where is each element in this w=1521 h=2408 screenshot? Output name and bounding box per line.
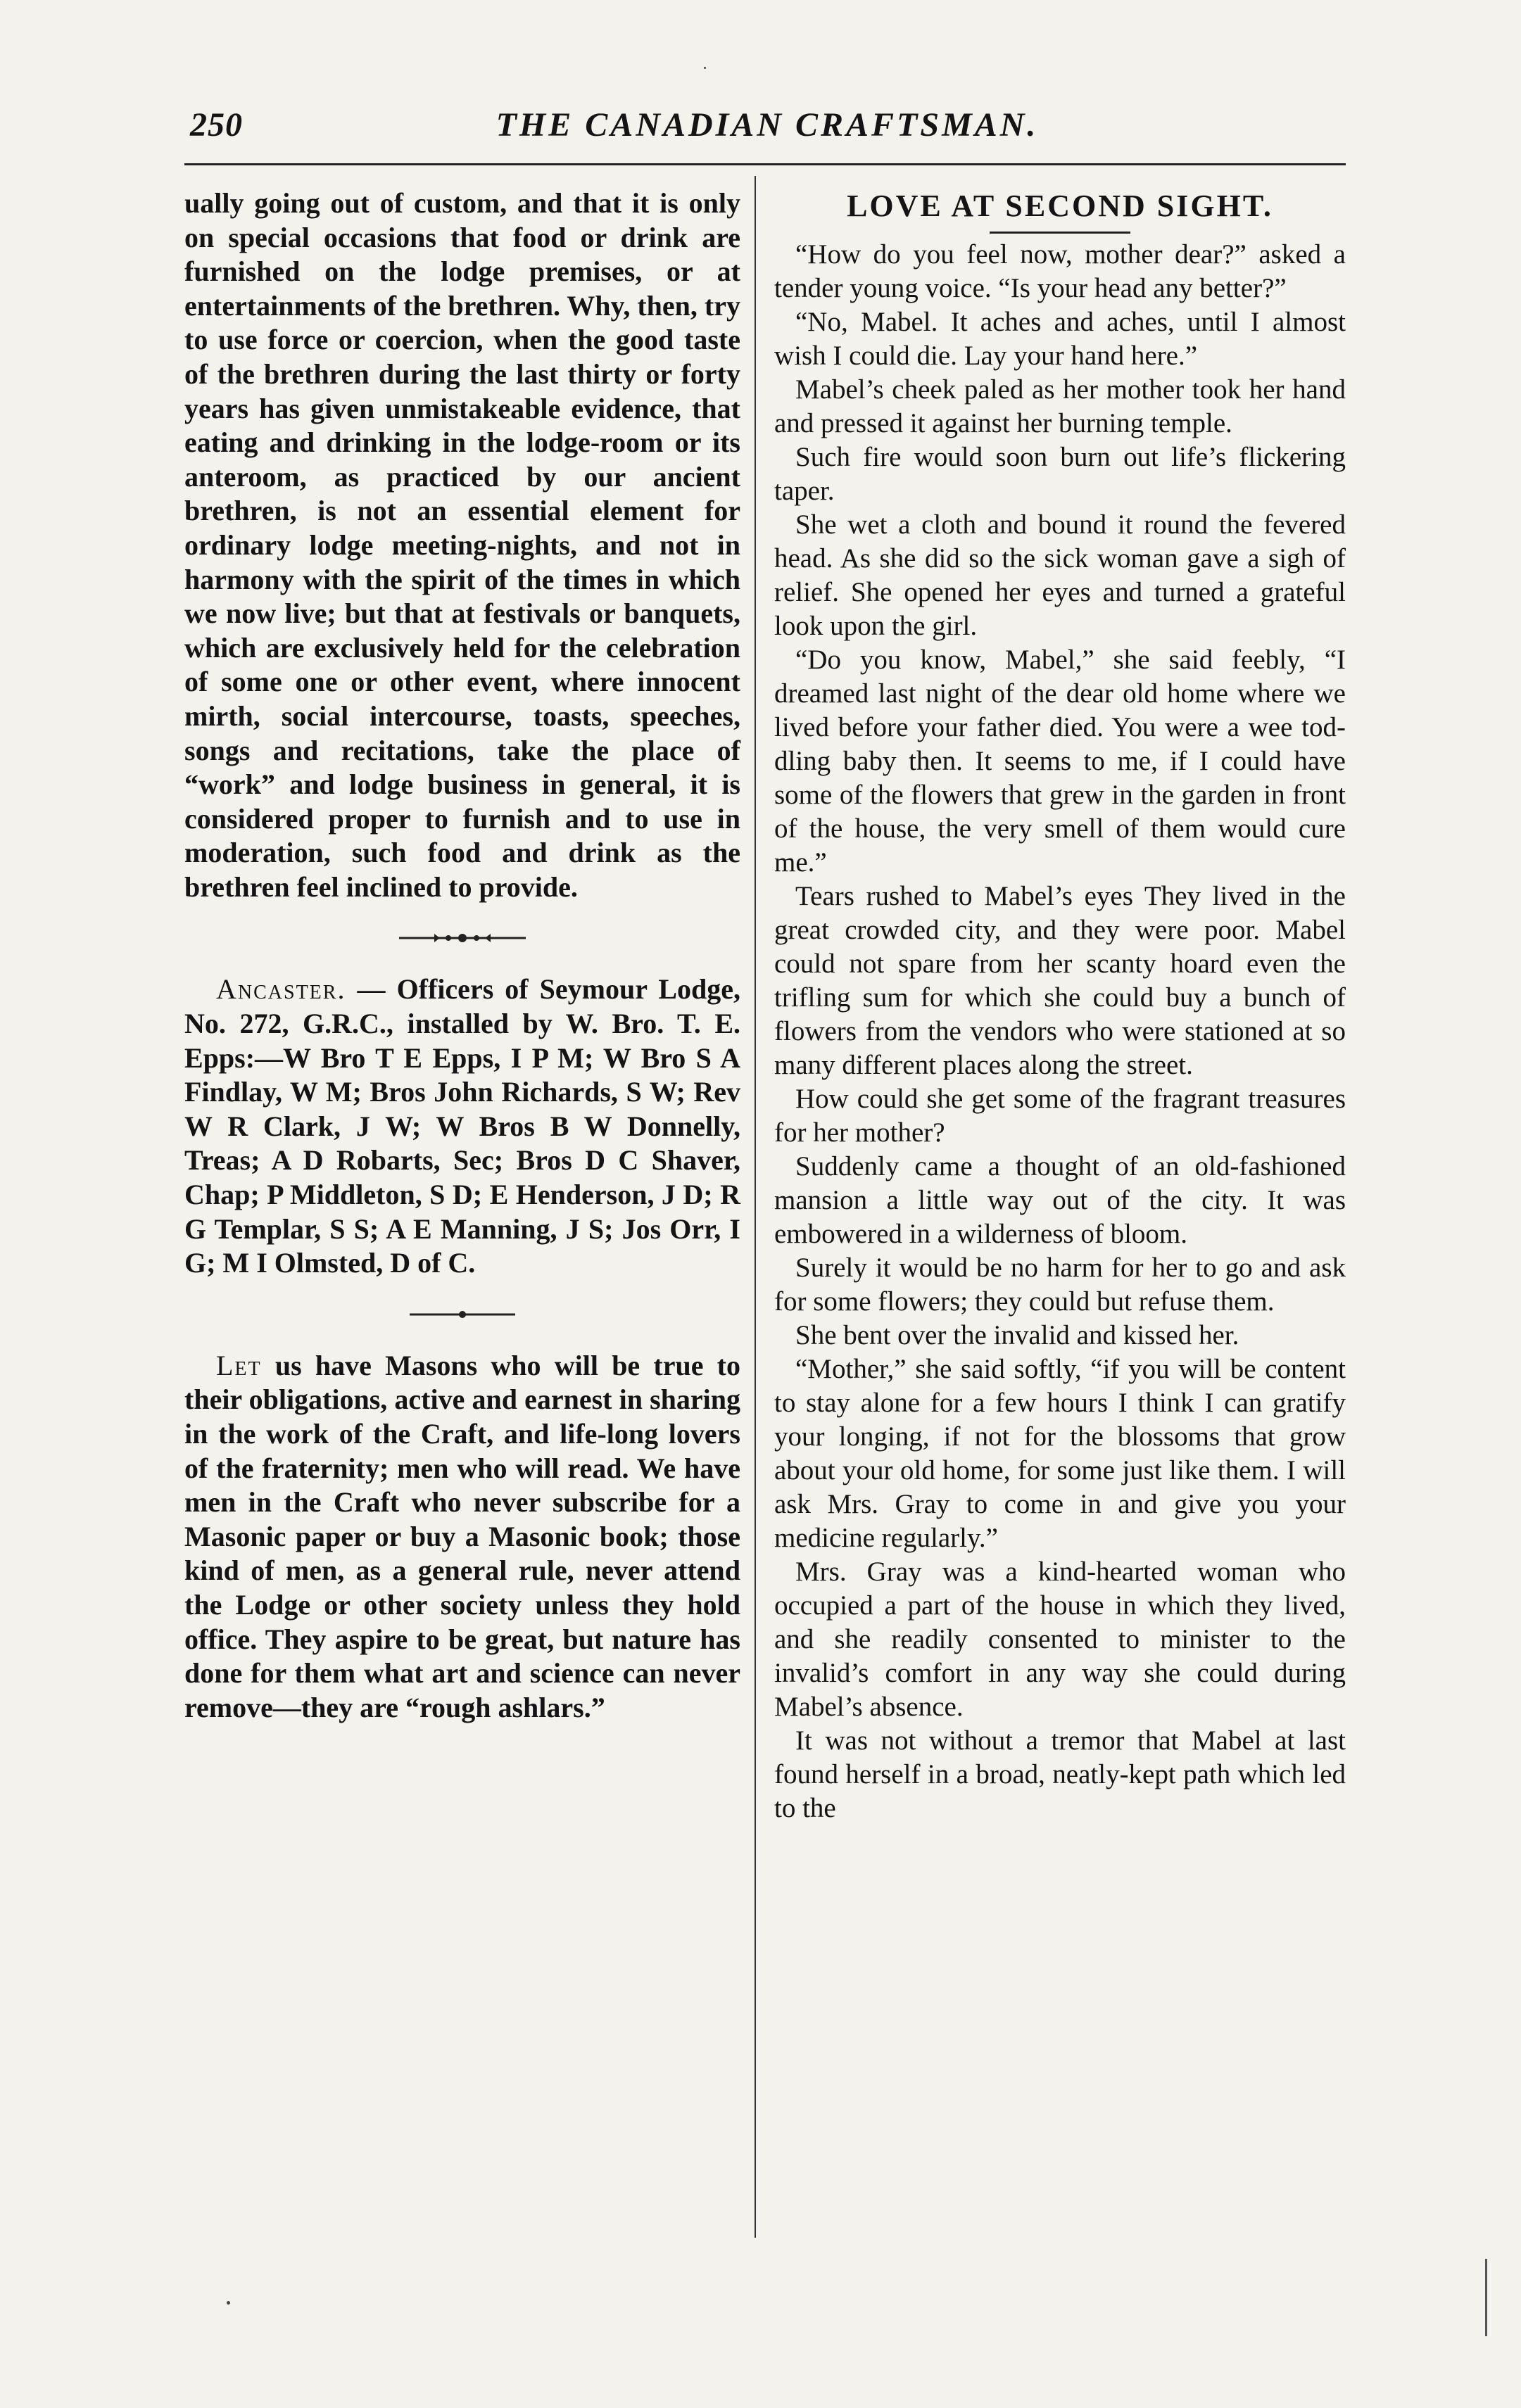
article-title: LOVE AT SECOND SIGHT. <box>847 189 1273 223</box>
story-paragraph: Suddenly came a thought of an old-fashioned mansion a little way out of the city. It was embowered in a wilderness of bloom. <box>774 1151 1346 1249</box>
edge-mark <box>1485 2259 1487 2336</box>
ancaster-lead: Ancaster. <box>216 973 346 1006</box>
masons-lead: Let <box>216 1349 262 1381</box>
page-number: 250 <box>190 106 243 144</box>
ornament-icon <box>399 931 526 945</box>
right-column <box>774 186 1346 1825</box>
masons-body: us have Masons who will be true to their obligations, active and earnest in sharing in the work of the Craft, and life-long lovers of the fraternity; men who will read. We have men in the Craft who never subscribe for a Masonic paper or buy a Masonic book; those kind of men, as a general rule, never attend the Lodge or other society unless they hold office. They aspire to be great, but nature has done for them what art and science can never remove—they are “rough ashlars.” <box>184 1349 740 1723</box>
article-continuation: ually going out of custom, and that it is only on special occasions that food or drink are furnished on the lodge premises, or at entertainments of the brethren. Why, then, try to use force or coercion, when the good taste of the brethren during the last thirty or forty years has given unmistakeable evidence, that eating and drinking in the lodge-room or its anteroom, as practiced by our ancient brethren, is not an essential element for ordinary lodge meeting-nights, and not in harmony with the spirit of the times in which we now live; but that at festivals or banquets, which are exclusively held for the celebration of some one or other event, where innocent mirth, social intercourse, toasts, speeches, songs and recitations, take the place of “work” and lodge business in general, it is considered proper to furnish and to use in moderation, such food and drink as the brethren feel inclined to provide. <box>184 187 740 903</box>
story-paragraph: She bent over the invalid and kissed her. <box>795 1320 1239 1350</box>
story-paragraph: Mabel’s cheek paled as her mother took her hand and pressed it against her burning temple. <box>774 374 1346 438</box>
story-paragraph: Surely it would be no harm for her to go and ask for some flowers; they could but refuse them. <box>774 1253 1346 1317</box>
header-rule <box>184 163 1346 165</box>
journal-title: THE CANADIAN CRAFTSMAN. <box>496 106 1039 144</box>
story-paragraph: She wet a cloth and bound it round the fevered head. As she did so the sick woman gave a sigh of relief. She opened her eyes and turned a grateful look upon the girl. <box>774 509 1346 641</box>
story-paragraph: “No, Mabel. It aches and aches, until I almost wish I could die. Lay your hand here.” <box>774 307 1346 371</box>
story-paragraph: How could she get some of the fragrant treasures for her mother? <box>774 1084 1346 1148</box>
ancaster-notice <box>184 972 740 1280</box>
story-paragraph: Tears rushed to Mabel’s eyes They lived in the great crowded city, and they were poor. Mabel could not spare from her scanty hoard even the trifling sum for which she could buy a bunch of flowers from the vendors who were stationed at so many different places along the street. <box>774 881 1346 1080</box>
column-divider <box>755 176 756 2238</box>
ornament-divider-2 <box>184 1307 740 1325</box>
print-speck <box>704 67 706 69</box>
left-column <box>184 186 740 1725</box>
running-head <box>190 106 1344 162</box>
story-paragraph: Such fire would soon burn out life’s flickering taper. <box>774 442 1346 506</box>
ancaster-body: — Officers of Seymour Lodge, No. 272, G.R.C., installed by W. Bro. T. E. Epps:—W Bro T E Epps, I P M; W Bro S A Findlay, W M; Bros John Richards, S W; Rev W R Clark, J W; W Bros B W Donnelly, Treas; A D Robarts, Sec; Bros D C Shaver, Chap; P Middleton, S D; E Henderson, J D; R G Templar, S S; A E Manning, J S; Jos Orr, I G; M I Olmsted, D of C. <box>184 973 740 1279</box>
story-body <box>774 238 1346 1825</box>
story-paragraph: “How do you feel now, mother dear?” asked a tender young voice. “Is your head any better?” <box>774 239 1346 303</box>
rule-dot-icon <box>410 1307 515 1322</box>
story-paragraph: Mrs. Gray was a kind-hearted woman who occupied a part of the house in which they lived, and she readily consented to minister to the invalid’s comfort in any way she could during Mabel’s absence. <box>774 1557 1346 1722</box>
masons-paragraph <box>184 1349 740 1725</box>
story-paragraph: “Do you know, Mabel,” she said feebly, “I dreamed last night of the dear old home where we lived before your father died. You were a wee toddling baby then. It seems to me, if I could have some of the flowers that grew in the garden in front of the house, the very smell of them would cure me.” <box>774 645 1346 877</box>
title-rule <box>990 232 1130 234</box>
story-paragraph: “Mother,” she said softly, “if you will be content to stay alone for a few hours I think I can gratify your longing, if not for the blossoms that grow about your old home, for some just like them. I will ask Mrs. Gray to come in and give you your medicine regularly.” <box>774 1354 1346 1553</box>
story-paragraph: It was not without a tremor that Mabel at last found herself in a broad, neatly-kept path which led to the <box>774 1725 1346 1823</box>
print-speck <box>227 2301 230 2305</box>
ornament-divider-1 <box>184 931 740 949</box>
